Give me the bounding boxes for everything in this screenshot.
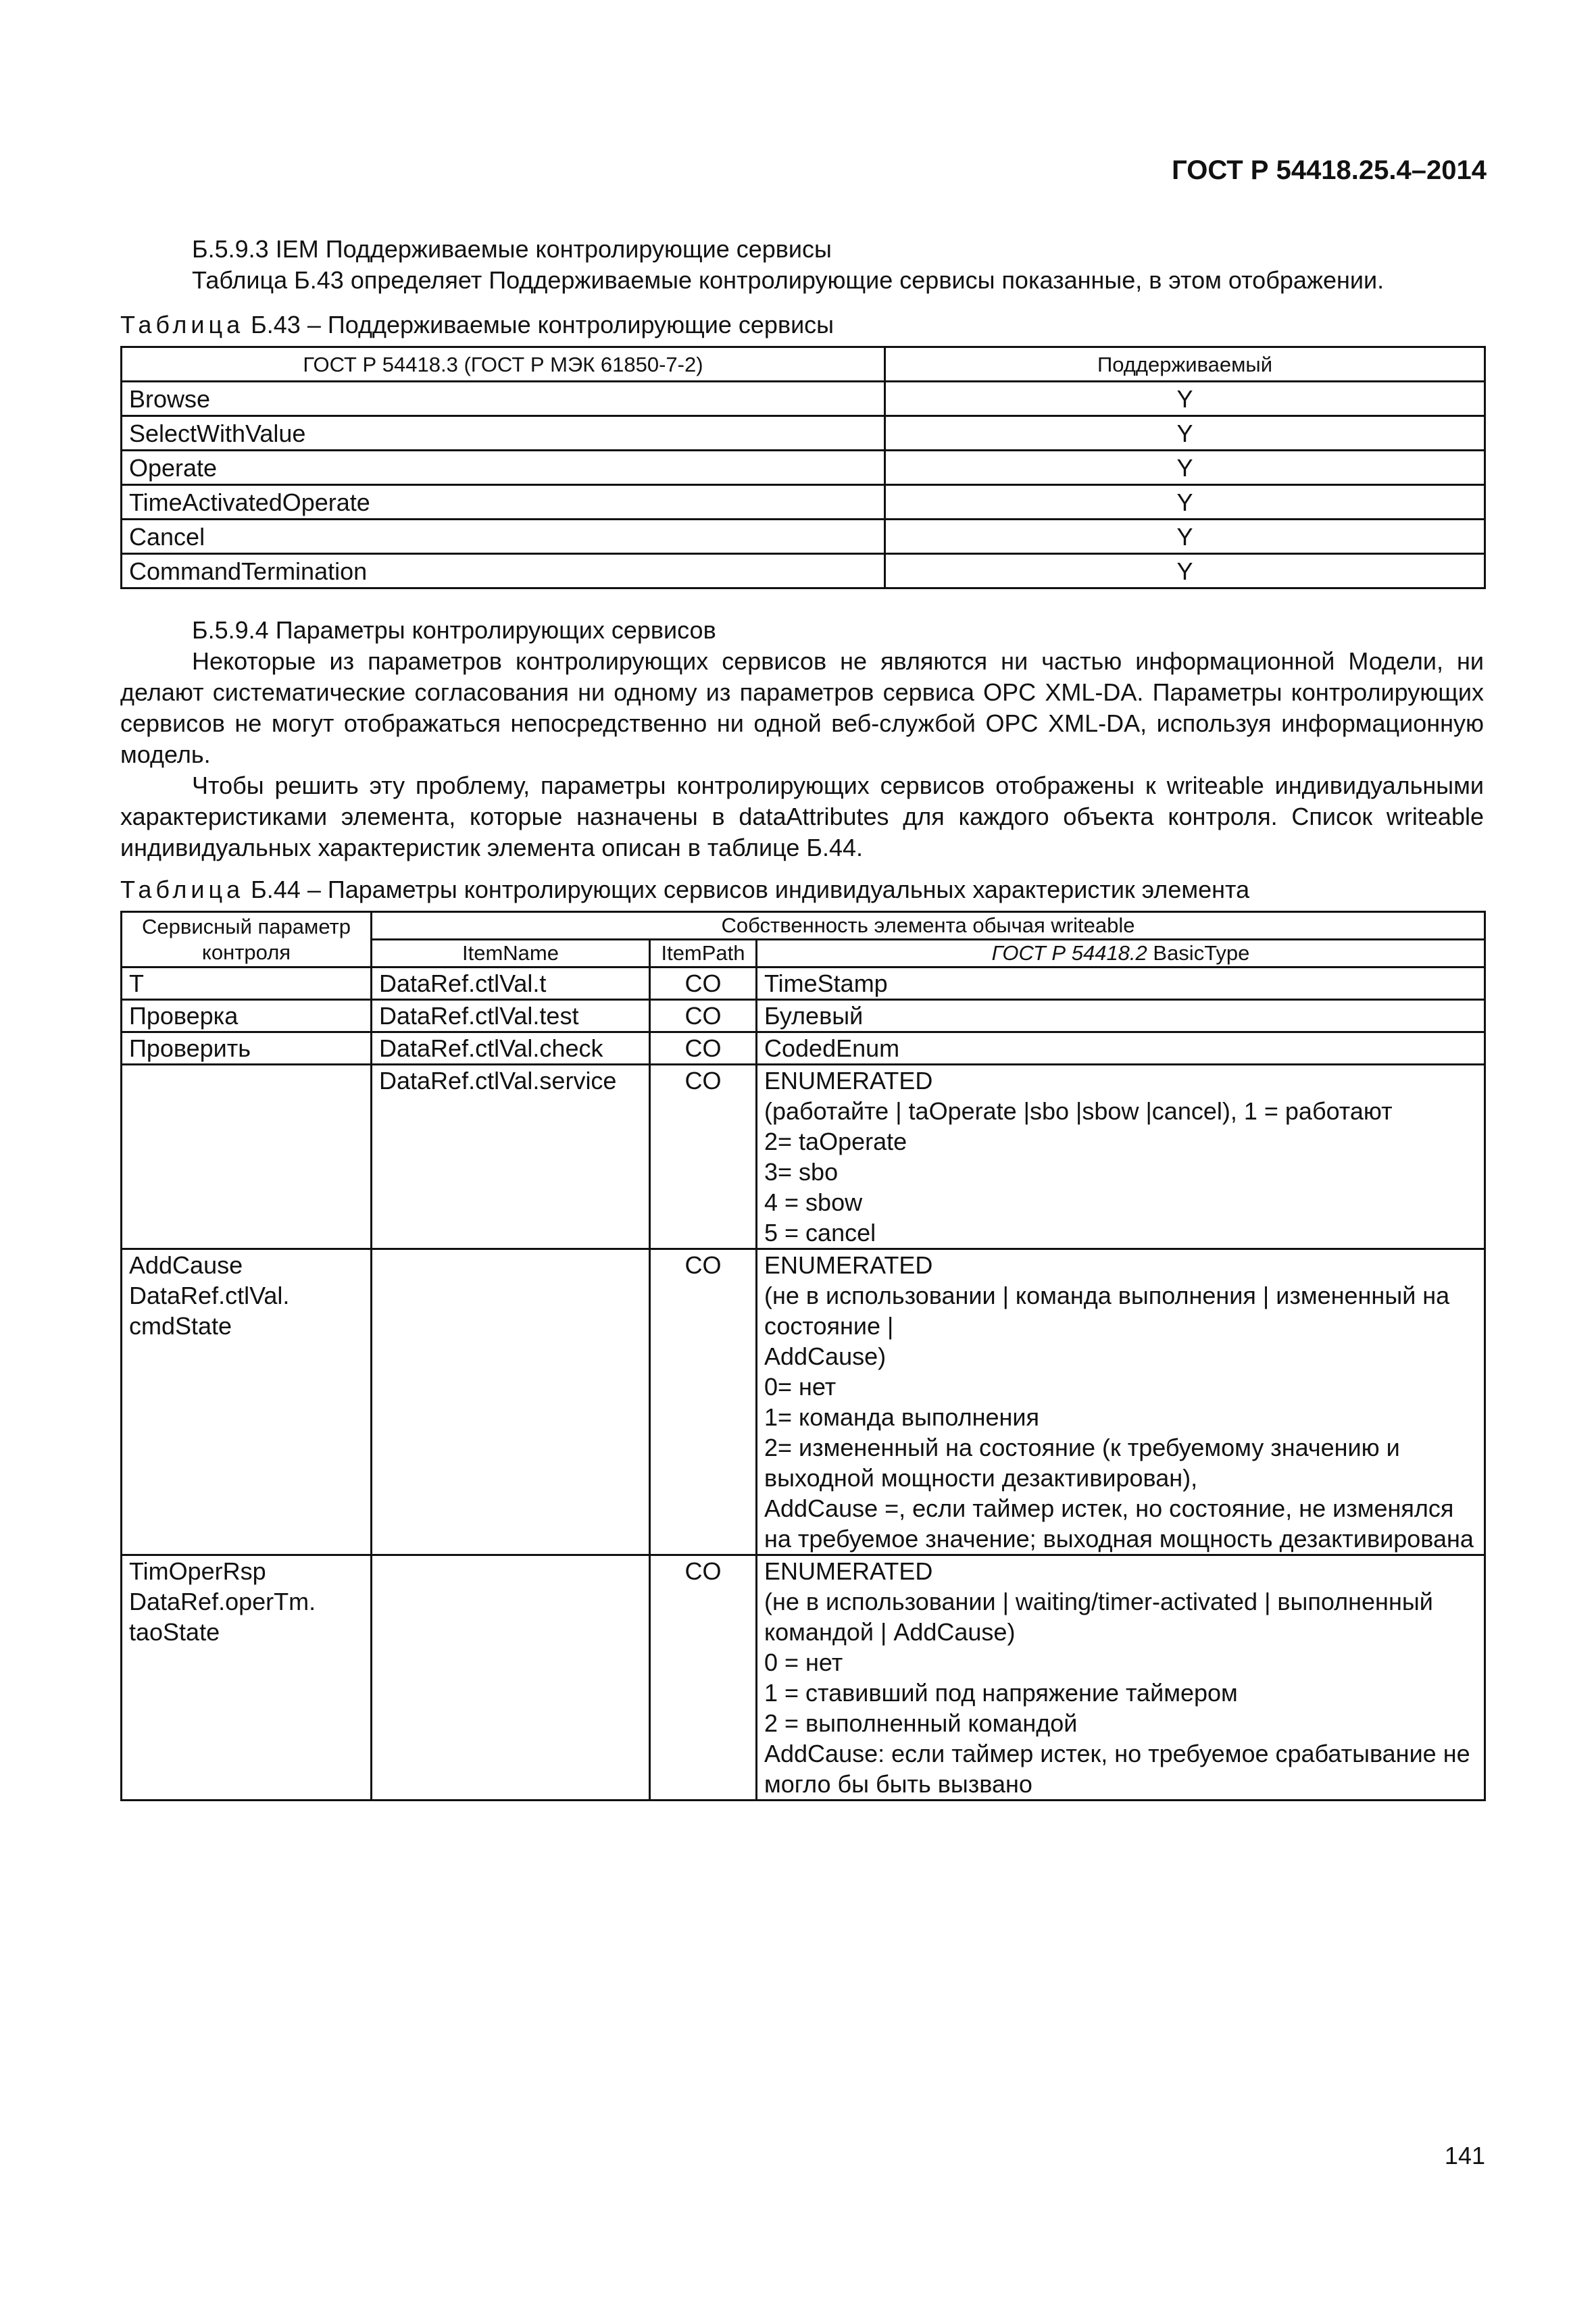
itempath-cell: CO [650,1000,757,1032]
table-44-caption [120,874,1484,905]
table-row [122,554,1485,588]
basictype-label: BasicType [1147,941,1250,965]
basictype-cell: ENUMERATED (не в использовании | waiting/timer-activated | выполненный командой | AddCause) 0 = нет 1 = ставивший под напряжение таймером 2 = выполненный командой AddCause: если таймер истек, но требуемое срабатывание не могло бы быть вызвано [757,1555,1485,1801]
table-header-row [122,912,1485,940]
service-name-cell: TimeActivatedOperate [122,485,885,520]
itemname-cell: DataRef.ctlVal.test [372,1000,650,1032]
caption-title: Б.44 – Параметры контролирующих сервисов индивидуальных характеристик элемента [244,876,1250,903]
service-name-cell: CommandTermination [122,554,885,588]
basictype-cell: ENUMERATED (работайте | taOperate |sbo |sbow |cancel), 1 = работают 2= taOperate 3= sbo 4 = sbow 5 = cancel [757,1065,1485,1249]
caption-prefix: Таблица [120,311,245,338]
table-43-caption [120,309,1484,341]
service-param-cell: TimOperRsp DataRef.operTm. taoState [122,1555,372,1801]
service-name-cell: SelectWithValue [122,416,885,451]
table-row [122,1249,1485,1555]
itempath-cell: CO [650,1065,757,1249]
itempath-cell: CO [650,1249,757,1555]
supported-cell: Y [885,485,1485,520]
section-b593 [120,234,1484,296]
supported-cell: Y [885,451,1485,485]
itemname-cell [372,1555,650,1801]
page-number: 141 [1444,2142,1485,2169]
section-heading: Б.5.9.3 IEM Поддерживаемые контролирующие сервисы [192,235,832,263]
table-row [122,1000,1485,1032]
table-43-container [120,346,1484,589]
supported-cell: Y [885,554,1485,588]
supported-cell: Y [885,416,1485,451]
table-row [122,967,1485,1000]
supported-cell: Y [885,382,1485,416]
itempath-cell: CO [650,1032,757,1065]
supported-cell: Y [885,520,1485,554]
table-row [122,382,1485,416]
document-header: ГОСТ Р 54418.25.4–2014 [1172,155,1487,185]
itemname-cell: DataRef.ctlVal.t [372,967,650,1000]
itemname-cell [372,1249,650,1555]
caption-prefix: Таблица [120,876,245,903]
service-param-cell: Проверка [122,1000,372,1032]
column-header-service-param: Сервисный параметр контроля [122,912,372,967]
service-name-cell: Operate [122,451,885,485]
itemname-cell: DataRef.ctlVal.check [372,1032,650,1065]
caption-title: Б.43 – Поддерживаемые контролирующие сервисы [244,311,834,338]
basictype-cell: TimeStamp [757,967,1485,1000]
column-header-basictype [757,940,1485,967]
itempath-cell: CO [650,1555,757,1801]
standard-reference: ГОСТ Р 54418.2 [991,941,1147,965]
column-header-itemname: ItemName [372,940,650,967]
service-param-cell: AddCause DataRef.ctlVal. cmdState [122,1249,372,1555]
service-param-cell: T [122,967,372,1000]
table-header-row [122,347,1485,382]
paragraph: Таблица Б.43 определяет Поддерживаемые контролирующие сервисы показанные, в этом отображении. [192,266,1385,294]
column-header-supported: Поддерживаемый [885,347,1485,382]
table-row [122,485,1485,520]
service-param-cell [122,1065,372,1249]
section-b594 [120,615,1484,863]
itempath-cell: CO [650,967,757,1000]
column-header-group: Собственность элемента обычая writeable [372,912,1485,940]
table-row [122,1065,1485,1249]
service-name-cell: Cancel [122,520,885,554]
column-header-standard: ГОСТ Р 54418.3 (ГОСТ Р МЭК 61850-7-2) [122,347,885,382]
table-row [122,520,1485,554]
column-header-itempath: ItemPath [650,940,757,967]
service-param-cell: Проверить [122,1032,372,1065]
service-name-cell: Browse [122,382,885,416]
table-44-container [120,911,1484,1801]
paragraph: Чтобы решить эту проблему, параметры контролирующих сервисов отображены к writeable индивидуальными характеристиками элемента, которые назначены в dataAttributes для каждого объекта контроля. Список writeable индивидуальных характеристик элемента описан в таблице Б.44. [120,772,1484,861]
table-44 [120,911,1486,1801]
table-43 [120,346,1486,589]
basictype-cell: Булевый [757,1000,1485,1032]
table-row [122,1555,1485,1801]
itemname-cell: DataRef.ctlVal.service [372,1065,650,1249]
table-row [122,416,1485,451]
paragraph: Некоторые из параметров контролирующих сервисов не являются ни частью информационной Модели, ни делают систематические согласования ни одному из параметров сервиса OPC XML-DA. Параметры контролирующих сервисов не могут отображаться непосредственно ни одной веб-службой OPC XML-DA, используя информационную модель. [120,647,1484,768]
table-row [122,1032,1485,1065]
table-row [122,451,1485,485]
basictype-cell: CodedEnum [757,1032,1485,1065]
basictype-cell: ENUMERATED (не в использовании | команда выполнения | измененный на состояние | AddCause) 0= нет 1= команда выполнения 2= измененный на состояние (к требуемому значению и выходной мощности дезактивирован), AddCause =, если таймер истек, но состояние, не изменялся на требуемое значение; выходная мощность дезактивирована [757,1249,1485,1555]
section-heading: Б.5.9.4 Параметры контролирующих сервисов [192,616,716,644]
